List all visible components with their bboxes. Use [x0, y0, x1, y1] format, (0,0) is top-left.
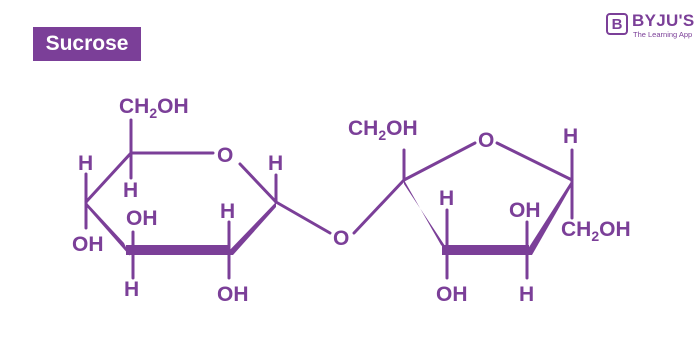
glucose-c2-hydroxyl: OH [217, 283, 249, 306]
glucose-c4-hydroxyl: OH [72, 233, 104, 256]
bond-o-c5f [497, 143, 572, 180]
fructose-c3-hydroxyl: OH [436, 283, 468, 306]
logo-name: BYJU'S [632, 11, 695, 30]
fructose-c4-hydroxyl: OH [509, 199, 541, 222]
fructose-c4-hydrogen: H [519, 283, 535, 306]
glucose-c3-hydrogen: H [124, 278, 140, 301]
fructose-c5-hydrogen: H [563, 125, 579, 148]
bond-glyco-o-c2f [354, 180, 404, 233]
glucose-c3-hydroxyl: OH [126, 207, 158, 230]
wedge-c3f-c4f [442, 245, 529, 255]
page-title: Sucrose [45, 32, 129, 55]
glucose-ch2oh-label: $CH_2OH$ [119, 95, 189, 121]
logo-mark-icon: B [606, 13, 628, 35]
fructose-c3-hydrogen: H [439, 187, 455, 210]
glucose-c5-hydrogen: H [123, 179, 139, 202]
glycosidic-oxygen: O [333, 227, 350, 250]
bond-c1-glyco-o [276, 202, 330, 233]
fructose-c6-ch2oh-label: $CH_2OH$ [561, 218, 631, 244]
fructose-ch2oh-label: $CH_2OH$ [348, 117, 418, 143]
atom-labels [72, 95, 631, 306]
glucose-ring-oxygen: O [217, 144, 234, 167]
glucose-c1-hydrogen: H [268, 152, 284, 175]
wedge-c3-c2 [126, 245, 229, 255]
wedge-bonds [86, 180, 572, 256]
glucose-c2-hydrogen: H [220, 200, 236, 223]
logo-tagline: The Learning App [633, 30, 693, 39]
bond-c2f-o [404, 143, 475, 180]
glucose-c4-hydrogen: H [78, 152, 94, 175]
fructose-ring-oxygen: O [478, 129, 495, 152]
